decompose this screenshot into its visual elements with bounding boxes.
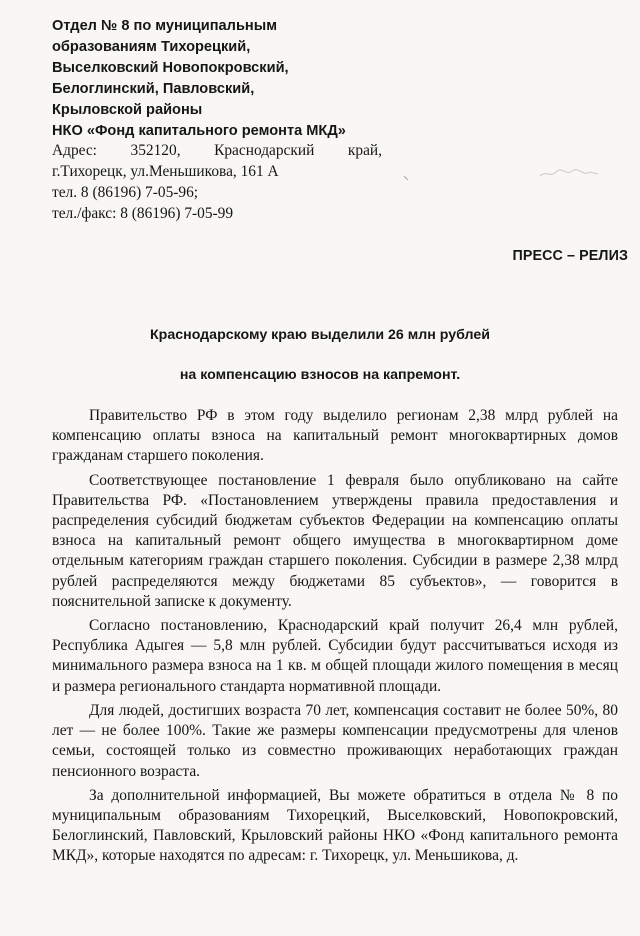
org-line: Крыловской районы: [52, 101, 203, 118]
body-text: [52, 406, 618, 867]
sender-header: [52, 16, 382, 225]
phone-line: тел. 8 (86196) 7-05-96;: [52, 184, 199, 202]
paragraph: Правительство РФ в этом году выделило регионам 2,38 млрд рублей на компенсацию оплаты взноса на капитальный ремонт многоквартирных домов гражданам старшего поколения.: [52, 407, 618, 465]
scan-mark: [403, 175, 409, 181]
org-line: Белоглинский, Павловский,: [52, 80, 255, 97]
org-line: Выселковский Новопокровский,: [52, 59, 289, 76]
org-line: образованиям Тихорецкий,: [52, 38, 251, 55]
paragraph: Согласно постановлению, Краснодарский край получит 26,4 млн рублей, Республика Адыгея — 5,8 млн рублей. Субсидии будут рассчитываться исходя из минимального размера взноса на 1 кв. м общей площади жилого помещения в месяц и размера регионального стандарта нормативной площади.: [52, 617, 618, 695]
headline-line-1: Краснодарскому краю выделили 26 млн рублей: [150, 327, 490, 343]
headline-line-2: на компенсацию взносов на капремонт.: [179, 367, 461, 383]
paragraph: Для людей, достигших возраста 70 лет, компенсация составит не более 50%, 80 лет — не более 100%. Такие же размеры компенсации предусмотрены для членов семьи, состоящей только из совместно проживающих неработающих граждан пенсионного возраста.: [52, 702, 618, 780]
paragraph: Соответствующее постановление 1 февраля было опубликовано на сайте Правительства РФ. «Постановлением утверждены правила предоставления и распределения субсидий бюджетам субъектов Федерации на компенсацию оплаты взноса на капитальный ремонт общего имущества в многоквартирном доме отдельным категориям граждан старшего поколения. Субсидии в размере 2,38 млрд рублей распределяются между бюджетами 85 субъектов», — говорится в пояснительной записке к документу.: [52, 471, 618, 610]
press-release-label: ПРЕСС – РЕЛИЗ: [512, 248, 628, 264]
paragraph: За дополнительной информацией, Вы можете обратиться в отдела № 8 по муниципальным образованиям Тихорецкий, Выселковский, Новопокровский, Белоглинский, Павловский, Крыловский районы НКО «Фонд капитального ремонта МКД», которые находятся по адресам: г. Тихорецк, ул. Меньшикова, д.: [52, 787, 618, 865]
org-line: Отдел № 8 по муниципальным: [52, 18, 277, 34]
faint-scribble-mark: [538, 166, 600, 180]
fax-line: тел./факс: 8 (86196) 7-05-99: [52, 205, 234, 223]
address-line-city: г.Тихорецк, ул.Меньшикова, 161 А: [52, 163, 279, 181]
org-line: НКО «Фонд капитального ремонта МКД»: [52, 122, 346, 139]
address-line: Адрес: 352120, Краснодарский край,: [52, 142, 382, 160]
